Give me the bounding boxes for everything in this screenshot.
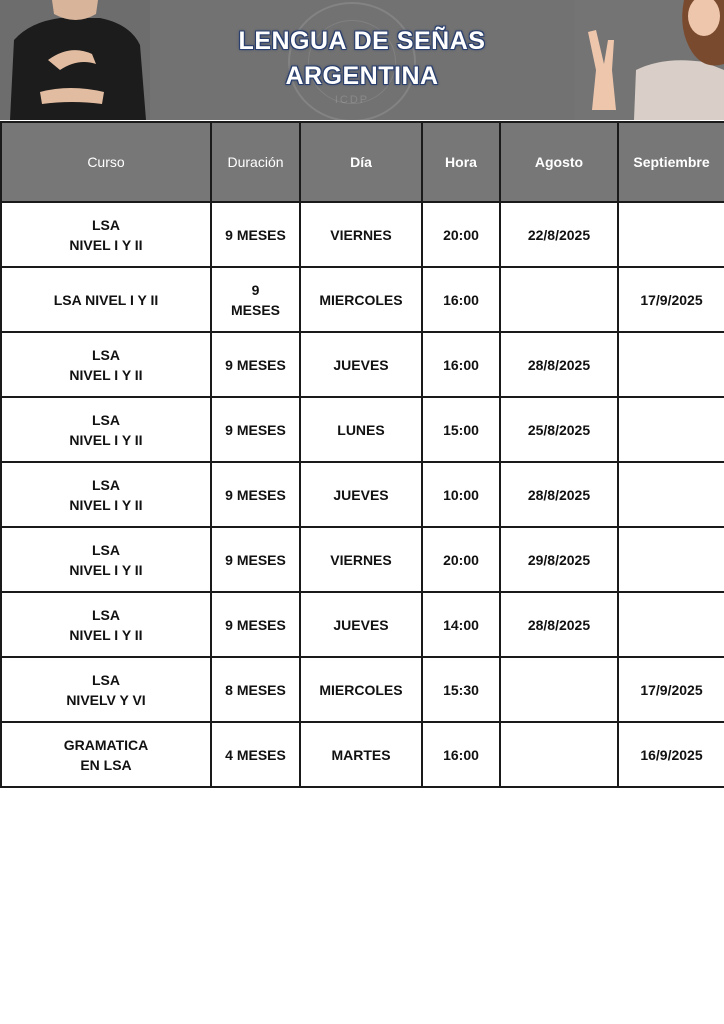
cell-duracion: 9 MESES <box>211 462 300 527</box>
column-header-duracion: Duración <box>211 122 300 202</box>
table-row <box>1 462 724 527</box>
cell-dia: MIERCOLES <box>300 657 422 722</box>
cell-dia: JUEVES <box>300 332 422 397</box>
cell-hora: 15:00 <box>422 397 500 462</box>
cell-curso: LSA NIVEL I Y II <box>1 332 211 397</box>
cell-septiembre <box>618 527 724 592</box>
cell-curso: LSA NIVEL I Y II <box>1 202 211 267</box>
cell-duracion: 8 MESES <box>211 657 300 722</box>
watermark-seal-icon <box>288 2 416 120</box>
cell-septiembre <box>618 462 724 527</box>
cell-duracion: 9 MESES <box>211 592 300 657</box>
cell-duracion: 9 MESES <box>211 202 300 267</box>
table-row <box>1 527 724 592</box>
table-row <box>1 202 724 267</box>
cell-curso: LSA NIVEL I Y II <box>1 462 211 527</box>
header-banner <box>0 0 724 120</box>
cell-septiembre: 17/9/2025 <box>618 657 724 722</box>
cell-duracion: 9 MESES <box>211 267 300 332</box>
cell-duracion: 9 MESES <box>211 397 300 462</box>
title-line-1: LENGUA DE SEÑAS <box>238 27 486 55</box>
table-row <box>1 722 724 787</box>
signing-person-right-image <box>574 0 724 120</box>
cell-dia: VIERNES <box>300 202 422 267</box>
cell-septiembre <box>618 397 724 462</box>
cell-hora: 10:00 <box>422 462 500 527</box>
cell-agosto: 29/8/2025 <box>500 527 618 592</box>
cell-dia: VIERNES <box>300 527 422 592</box>
cell-hora: 20:00 <box>422 527 500 592</box>
table-header-row <box>1 122 724 202</box>
column-header-agosto: Agosto <box>500 122 618 202</box>
cell-septiembre <box>618 202 724 267</box>
course-schedule-table <box>0 121 724 788</box>
cell-dia: MIERCOLES <box>300 267 422 332</box>
cell-septiembre: 17/9/2025 <box>618 267 724 332</box>
cell-hora: 16:00 <box>422 332 500 397</box>
cell-septiembre <box>618 592 724 657</box>
cell-duracion: 9 MESES <box>211 332 300 397</box>
cell-agosto <box>500 267 618 332</box>
table-row <box>1 397 724 462</box>
signing-person-left-image <box>0 0 150 120</box>
cell-hora: 14:00 <box>422 592 500 657</box>
cell-septiembre <box>618 332 724 397</box>
cell-agosto: 25/8/2025 <box>500 397 618 462</box>
cell-dia: JUEVES <box>300 462 422 527</box>
title-line-2: ARGENTINA <box>285 62 439 90</box>
column-header-hora: Hora <box>422 122 500 202</box>
cell-curso: LSA NIVEL I Y II <box>1 527 211 592</box>
cell-dia: LUNES <box>300 397 422 462</box>
cell-dia: JUEVES <box>300 592 422 657</box>
cell-agosto: 28/8/2025 <box>500 592 618 657</box>
table-row <box>1 267 724 332</box>
cell-curso: LSA NIVEL I Y II <box>1 592 211 657</box>
column-header-septiembre: Septiembre <box>618 122 724 202</box>
cell-hora: 16:00 <box>422 722 500 787</box>
table-row <box>1 332 724 397</box>
table-row <box>1 657 724 722</box>
cell-curso: LSA NIVELV Y VI <box>1 657 211 722</box>
cell-septiembre: 16/9/2025 <box>618 722 724 787</box>
cell-hora: 16:00 <box>422 267 500 332</box>
column-header-curso: Curso <box>1 122 211 202</box>
seal-text: ICDP <box>334 94 370 106</box>
cell-curso: LSA NIVEL I Y II <box>1 397 211 462</box>
cell-agosto: 28/8/2025 <box>500 332 618 397</box>
cell-curso: GRAMATICA EN LSA <box>1 722 211 787</box>
cell-hora: 20:00 <box>422 202 500 267</box>
cell-agosto: 28/8/2025 <box>500 462 618 527</box>
cell-dia: MARTES <box>300 722 422 787</box>
cell-duracion: 9 MESES <box>211 527 300 592</box>
cell-agosto <box>500 657 618 722</box>
cell-hora: 15:30 <box>422 657 500 722</box>
column-header-dia: Día <box>300 122 422 202</box>
cell-duracion: 4 MESES <box>211 722 300 787</box>
table-row <box>1 592 724 657</box>
cell-agosto: 22/8/2025 <box>500 202 618 267</box>
cell-curso: LSA NIVEL I Y II <box>1 267 211 332</box>
cell-agosto <box>500 722 618 787</box>
